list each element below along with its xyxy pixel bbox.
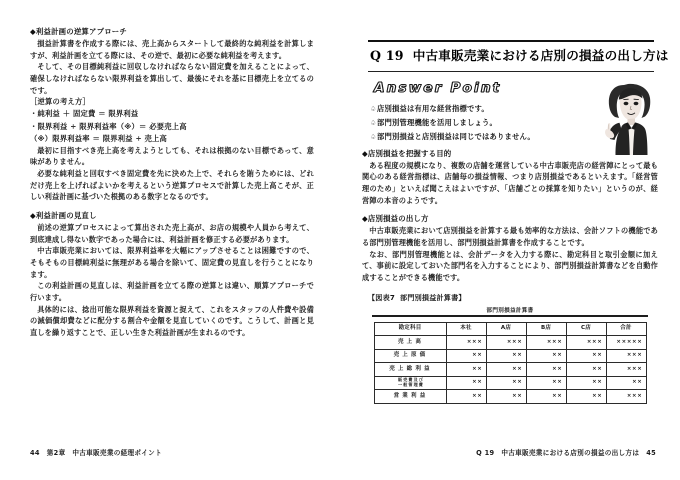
left-section2-paragraph-1: 前述の逆算プロセスによって算出された売上高が、お店の規模や人員から考えて、到底達成し得ない数字であった場合には、利益計画を修正する必要があります。 [30, 223, 314, 244]
row-label-sga-expenses [374, 376, 446, 390]
table-row [374, 349, 646, 363]
answer-point-item-text: 部門別損益と店別損益は同じではありません。 [377, 131, 535, 141]
column-header-headquarters: 本社 [446, 322, 486, 336]
answer-point-title: Answer Point [374, 80, 502, 97]
cell-value: ××× [526, 336, 566, 350]
question-title-text: 中古車販売業における店別の損益の出し方は [412, 48, 669, 64]
left-section2-paragraph-4: 具体的には、捻出可能な限界利益を資源と捉えて、これをスタッフの人件費や設備の減価償却費などに配分する割合や金額を見直していくのです。こうして、計画と見直しを繰り返すことで、正しい生きた利益計画が生まれるのです。 [30, 304, 314, 337]
cell-value: ×× [566, 376, 606, 390]
formula-block-title: ［逆算の考え方］ [30, 97, 90, 107]
right-section2-paragraph-1: 中古車販売業において店別損益を計算する最も効率的な方法は、会計ソフトの機能である部門別管理機能を活用し、部門別損益計算書を作成することです。 [362, 226, 658, 248]
left-section1-paragraph-3: 最初に目指すべき売上高を考えようとしても、それは根拠のない目標であって、意味がありません。 [30, 145, 314, 167]
left-section2-paragraph-2: 中古車販売業においては、限界利益率を大幅にアップさせることは困難ですので、そもそもの目標純利益に無理がある場合を除いて、固定費の見直しを行うことになります。 [30, 246, 314, 279]
spade-bullet-icon: ♤ [370, 104, 377, 113]
cell-value: ×× [526, 390, 566, 404]
table-header-row [374, 322, 646, 336]
spacer [362, 206, 658, 213]
table-title: 部門別損益計算書 [486, 307, 534, 314]
right-section1-paragraph-1: ある程度の規模になり、複数の店舗を運営している中古車販売店の経営陣にとって最も関心のある経営指標は、店舗毎の損益情報、つまり店別損益であるといえます。「経営管理のため」といえば聞こえはよいですが、「店舗ごとの採算を知りたい」というのが、経営陣の本音のようです。 [362, 160, 658, 205]
table-row [374, 363, 646, 377]
table-row [374, 376, 646, 390]
woman-pointing-up-illustration [598, 77, 664, 155]
cell-value: ××××× [606, 336, 646, 350]
cell-value: ×× [486, 390, 526, 404]
column-header-store-a: A店 [486, 322, 526, 336]
left-section2-heading: ◆利益計画の見直し [30, 211, 97, 220]
left-section2-paragraph-3: この利益計画の見直しは、利益計画を立てる際の逆算とは違い、順算アプローチで行います。 [30, 281, 314, 302]
table-top-rule [372, 315, 648, 317]
column-header-store-c: C店 [566, 322, 606, 336]
cell-value: ××× [606, 349, 646, 363]
formula-line-1: ・純利益 ＋ 固定費 ＝ 限界利益 [30, 109, 139, 119]
answer-point-item-text: 店別損益は有用な経営指標です。 [377, 103, 489, 113]
right-section2-heading: ◆店別損益の出し方 [362, 214, 429, 224]
cell-value: ××× [446, 336, 486, 350]
table-row [374, 390, 646, 404]
column-header-total: 合計 [606, 322, 646, 336]
sga-line-2: 一般管理費 [398, 382, 424, 388]
cell-value: ×× [566, 349, 606, 363]
spade-bullet-icon: ♤ [370, 118, 377, 127]
cell-value: ×× [526, 349, 566, 363]
cell-value: ××× [566, 336, 606, 350]
cell-value: ×× [446, 349, 486, 363]
cell-value: ××× [606, 390, 646, 404]
figure-caption-text: 部門別損益計算書】 [400, 292, 466, 302]
cell-value: ×× [446, 376, 486, 390]
cell-value: ×× [486, 363, 526, 377]
left-page-chapter-title: 第2章 中古車販売業の経理ポイント [46, 449, 162, 457]
sga-line-1: 販売費及び [398, 377, 424, 383]
column-header-item: 勘定科目 [374, 322, 446, 336]
cell-value: ×× [446, 363, 486, 377]
figure-caption [368, 293, 658, 303]
left-section1-paragraph-2: そして、その目標純利益に回収しなければならない固定費を加えることによって、確保しなければならない限界利益を算出して、最後にそれを基に目標売上を立てるのです。 [30, 62, 314, 95]
question-title [370, 48, 669, 64]
cell-value: ×× [526, 376, 566, 390]
cell-value: ××× [486, 336, 526, 350]
right-section2-paragraph-2: なお、部門別管理機能とは、会計データを入力する際に、勘定科目と取引金額に加えて、事前に設定しておいた部門名を入力することにより、部門別損益計算書などを自動作成することができる機能です。 [362, 249, 658, 283]
spade-bullet-icon: ♤ [370, 132, 377, 141]
right-page [340, 0, 680, 480]
figure-number: 【図表7 [368, 292, 396, 302]
row-label-cost-of-sales: 売上原価 [374, 349, 446, 363]
question-number: Q 19 [370, 48, 404, 64]
row-label-gross-profit: 売上総利益 [374, 363, 446, 377]
column-header-store-b: B店 [526, 322, 566, 336]
cell-value: ×× [566, 363, 606, 377]
left-page-number: 44 [30, 449, 40, 457]
right-section1-heading: ◆店別損益を把握する目的 [362, 148, 452, 158]
right-page-footer [476, 447, 656, 457]
section-spacer [30, 203, 314, 210]
left-section1-paragraph-1: 損益計算書を作成する際には、売上高からスタートして最終的な純利益を計算しますが、利益計画を立てる際には、その逆で、最初に必要な純利益を考えます。 [30, 39, 314, 60]
answer-point-block [370, 81, 658, 144]
right-page-question-ref: Q 19 中古車販売業における店別の損益の出し方は [476, 449, 640, 457]
answer-point-item-text: 部門別管理機能を活用しましょう。 [377, 117, 497, 127]
cell-value: ×× [606, 376, 646, 390]
left-section1-paragraph-4: 必要な純利益と回収すべき固定費を先に決めた上で、それらを賄うためには、どれだけ売上を上げればよいかを考えるという逆算プロセスで計算した売上高こそが、正しい利益計画に基づいた根拠のある数字となるのです。 [30, 169, 314, 202]
right-page-number: 45 [646, 449, 656, 457]
cell-value: ×× [486, 349, 526, 363]
question-bottom-rule [368, 71, 654, 72]
formula-line-2: ・限界利益 ÷ 限界利益率（※）＝ 必要売上高 [30, 121, 187, 131]
left-page-footer [30, 447, 162, 457]
left-section1-heading: ◆利益計画の逆算アプローチ [30, 27, 127, 36]
reverse-calculation-formula-block [30, 96, 314, 144]
departmental-income-statement-table [374, 322, 647, 404]
table-row [374, 336, 646, 350]
cell-value: ×× [566, 390, 606, 404]
formula-line-3: （※）限界利益率 ＝ 限界利益 ÷ 売上高 [30, 133, 168, 143]
cell-value: ××× [606, 363, 646, 377]
cell-value: ×× [446, 390, 486, 404]
row-label-operating-profit: 営業利益 [374, 390, 446, 404]
cell-value: ×× [486, 376, 526, 390]
row-label-sales: 売上高 [374, 336, 446, 350]
question-top-rule [368, 40, 654, 42]
cell-value: ×× [526, 363, 566, 377]
